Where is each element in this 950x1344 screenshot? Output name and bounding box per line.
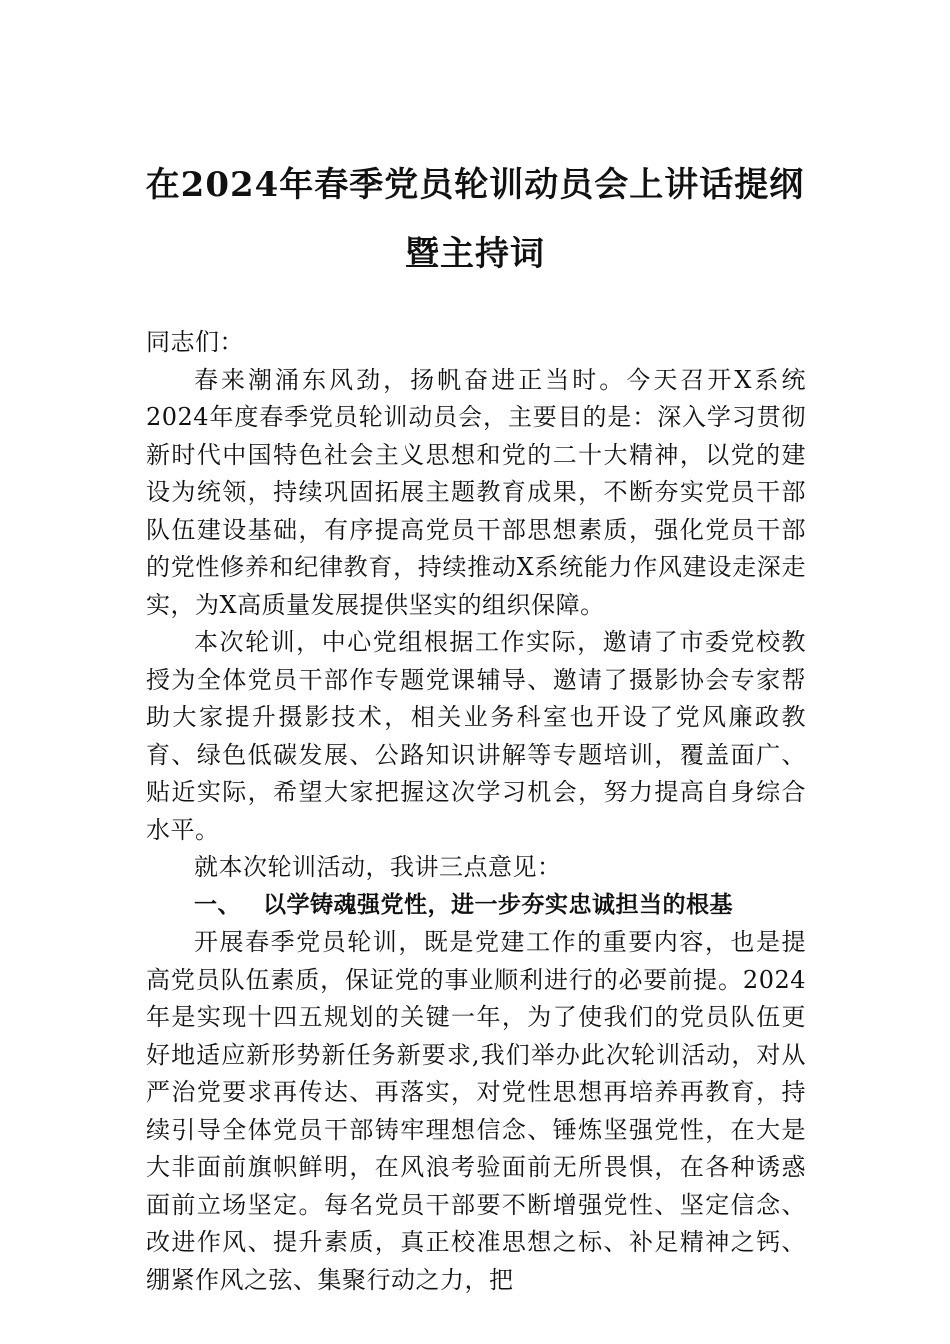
document-body: [146, 324, 806, 1299]
section-1-paragraph: 开展春季党员轮训，既是党建工作的重要内容，也是提高党员队伍素质，保证党的事业顺利进行的必要前提。2024年是实现十四五规划的关键一年，为了使我们的党员队伍更好地适应新形势新任务新要求,我们举办此次轮训活动，对从严治党要求再传达、再落实，对党性思想再培养再教育，持续引导全体党员干部铸牢理想信念、锤炼坚强党性，在大是大非面前旗帜鲜明，在风浪考验面前无所畏惧，在各种诱惑面前立场坚定。每名党员干部要不断增强党性、坚定信念、改进作风、提升素质，真正校准思想之标、补足精神之钙、绷紧作风之弦、集聚行动之力，把: [146, 928, 806, 1294]
paragraph-training-arrangement: 本次轮训，中心党组根据工作实际，邀请了市委党校教授为全体党员干部作专题党课辅导、邀请了摄影协会专家帮助大家提升摄影技术，相关业务科室也开设了党风廉政教育、绿色低碳发展、公路知识讲解等专题培训，覆盖面广、贴近实际，希望大家把握这次学习机会，努力提高自身综合水平。: [146, 628, 806, 844]
section-1-heading: [146, 887, 806, 925]
paragraph-opening: 春来潮涌东风劲，扬帆奋进正当时。今天召开X系统2024年度春季党员轮训动员会，主要目的是：深入学习贯彻新时代中国特色社会主义思想和党的二十大精神，以党的建设为统领，持续巩固拓展主题教育成果，不断夯实党员干部队伍建设基础，有序提高党员干部思想素质，强化党员干部的党性修养和纪律教育，持续推动X系统能力作风建设走深走实，为X高质量发展提供坚实的组织保障。: [146, 365, 806, 619]
document-title-line-1: 在2024年春季党员轮训动员会上讲话提纲: [145, 165, 805, 205]
paragraph-three-points-intro: 就本次轮训活动，我讲三点意见：: [194, 853, 562, 881]
salutation: 同志们：: [146, 328, 244, 356]
section-1-heading-text: 以学铸魂强党性，进一步夯实忠诚担当的根基: [263, 891, 733, 918]
section-1-number: 一、: [194, 891, 241, 918]
document-title-line-2: 暨主持词: [405, 234, 545, 274]
